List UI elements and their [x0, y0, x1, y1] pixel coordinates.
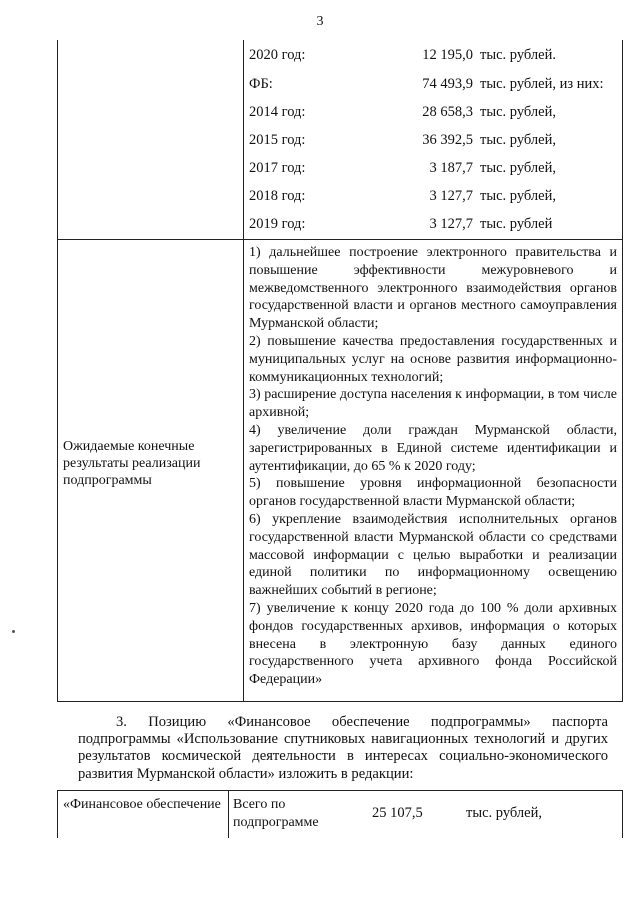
table2-unit: тыс. рублей,: [466, 805, 542, 821]
table2-total-label: Всего по подпрограмме: [233, 797, 319, 830]
financing-row: [249, 76, 619, 94]
financing-row-label: 2017 год:: [249, 160, 306, 176]
financing-row: [249, 188, 619, 206]
financing-row-label: 2015 год:: [249, 132, 306, 148]
financing-row: [249, 104, 619, 122]
page-number: 3: [316, 14, 324, 29]
financing-row-unit: тыс. рублей,: [480, 160, 556, 176]
table2-divider: [228, 790, 229, 838]
financing-row: [249, 132, 619, 150]
table2-amount: 25 107,5: [372, 805, 423, 821]
results-item: 4) увеличение доли граждан Мурманской области, зарегистрированных в Единой системе идентификации и аутентификации, до 65 % к 2020 году;: [249, 422, 617, 474]
financing-row-amount: 28 658,3: [422, 104, 473, 120]
table1-bottom-border: [57, 701, 623, 702]
results-section-label: Ожидаемые конечные результаты реализации подпрограммы: [63, 439, 201, 488]
table2-label: «Финансовое обеспечение: [63, 797, 221, 812]
table2-right-border: [622, 790, 623, 838]
financing-row: [249, 216, 619, 234]
financing-row-unit: тыс. рублей.: [480, 47, 556, 63]
results-item: 7) увеличение к концу 2020 года до 100 % доли архивных фондов государственных архивов, информация о которых внесена в электронную базу данных единого государственного учета архивного фонда Российской Федерации»: [249, 600, 617, 688]
financing-row-amount: 3 127,7: [429, 188, 473, 204]
financing-row-label: 2019 год:: [249, 216, 306, 232]
financing-row-label: 2020 год:: [249, 47, 306, 63]
financing-row-amount: 3 187,7: [429, 160, 473, 176]
financing-row-amount: 12 195,0: [422, 47, 473, 63]
financing-row: [249, 160, 619, 178]
results-item: 3) расширение доступа населения к информации, в том числе архивной;: [249, 387, 617, 421]
financing-row-amount: 74 493,9: [422, 76, 473, 92]
financing-row: [249, 47, 619, 65]
financing-row-label: 2018 год:: [249, 188, 306, 204]
financing-row-amount: 3 127,7: [429, 216, 473, 232]
financing-row-label: 2014 год:: [249, 104, 306, 120]
results-item: 2) повышение качества предоставления государственных и муниципальных услуг на основе развития информационно-коммуникационных технологий;: [249, 333, 617, 385]
financing-row-unit: тыс. рублей, из них:: [480, 76, 604, 92]
results-item: 1) дальнейшее построение электронного правительства и повышение эффективности межуровневого и межведомственного электронного взаимодействия органов государственной власти и органов местного самоуправления Мурманской области;: [249, 245, 617, 332]
table1-right-border: [622, 40, 623, 702]
financing-row-amount: 36 392,5: [422, 132, 473, 148]
financing-row-unit: тыс. рублей,: [480, 104, 556, 120]
results-item: 6) укрепление взаимодействия исполнительных органов государственной власти Мурманской области со средствами массовой информации с целью выработки и реализации единой политики по информационному освещению важнейших событий в регионе;: [249, 511, 617, 599]
paragraph-3: 3. Позицию «Финансовое обеспечение подпрограммы» паспорта подпрограммы «Использование спутниковых навигационных технологий и других результатов космической деятельности в интересах социально-экономического развития Мурманской области» изложить в редакции:: [78, 714, 608, 782]
financing-row-label: ФБ:: [249, 76, 273, 92]
financing-row-unit: тыс. рублей,: [480, 188, 556, 204]
table1-left-border: [57, 40, 58, 702]
table1-row-divider: [57, 239, 623, 240]
table2-left-border: [57, 790, 58, 838]
table1-divider: [243, 40, 244, 702]
margin-mark: [12, 630, 15, 633]
table2-top-border: [57, 790, 623, 791]
financing-row-unit: тыс. рублей,: [480, 132, 556, 148]
financing-row-unit: тыс. рублей: [480, 216, 553, 232]
results-list: [249, 244, 617, 689]
results-item: 5) повышение уровня информационной безопасности органов государственной власти Мурманской области;: [249, 476, 617, 510]
